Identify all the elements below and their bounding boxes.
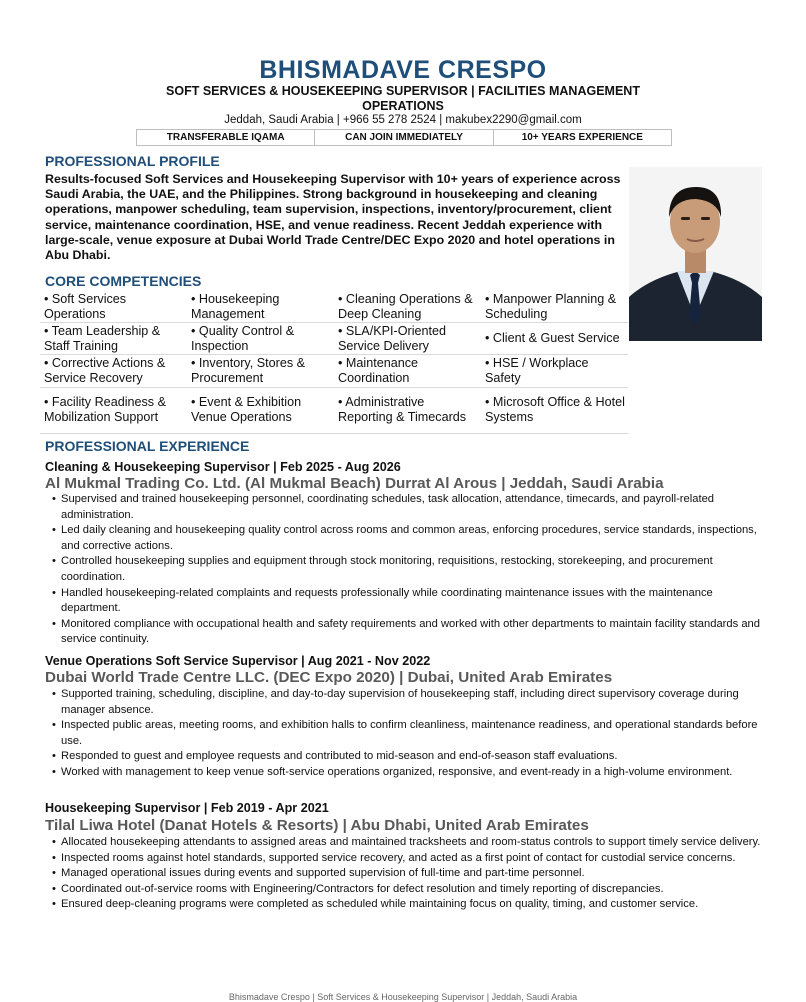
job-bullet: • Inspected rooms against hotel standards, supported service recovery, and acted as a first point of contact for custodial service concerns. — [49, 851, 769, 867]
competency-item: • Event & Exhibition Venue Operations — [187, 387, 334, 433]
job-title: SOFT SERVICES & HOUSEKEEPING SUPERVISOR | FACILITIES MANAGEMENT OPERATIONS — [166, 84, 640, 113]
job-bullet: • Monitored compliance with occupational health and safety requirements and worked with other departments to maintain facility standards and service continuity. — [49, 617, 769, 648]
job-bullet: • Handled housekeeping-related complaints and requests professionally while coordinating maintenance issues with the maintenance department. — [49, 586, 769, 617]
job-bullet: • Managed operational issues during events and supported supervision of full-time and part-time personnel. — [49, 866, 769, 882]
competency-row — [40, 355, 628, 387]
job-bullet: • Worked with management to keep venue soft-service operations organized, responsive, and event-ready in a high-volume environment. — [49, 765, 769, 781]
competencies-heading: CORE COMPETENCIES — [45, 273, 202, 289]
competency-item: • Administrative Reporting & Timecards — [334, 387, 481, 433]
competency-item: • Inventory, Stores & Procurement — [187, 355, 334, 387]
job-role: Venue Operations Soft Service Supervisor | Aug 2021 - Nov 2022 — [45, 654, 431, 668]
competency-item: • Client & Guest Service — [481, 323, 628, 355]
job-company: Al Mukmal Trading Co. Ltd. (Al Mukmal Beach) Durrat Al Arous | Jeddah, Saudi Arabia — [45, 475, 664, 492]
profile-photo — [629, 167, 762, 341]
job-bullet: • Controlled housekeeping supplies and equipment through stock monitoring, requisitions, restocking, storekeeping, and procurement coordination. — [49, 554, 769, 585]
competency-item: • Team Leadership & Staff Training — [40, 323, 187, 355]
job-company: Dubai World Trade Centre LLC. (DEC Expo 2020) | Dubai, United Arab Emirates — [45, 669, 613, 686]
competency-item: • Maintenance Coordination — [334, 355, 481, 387]
competency-item: • Facility Readiness & Mobilization Support — [40, 387, 187, 433]
competency-item: • Manpower Planning & Scheduling — [481, 291, 628, 323]
job-bullet: • Supported training, scheduling, discipline, and day-to-day supervision of housekeeping staff, including direct supervisory coverage during manager absence. — [49, 687, 769, 718]
job-bullets — [49, 492, 769, 648]
job-role: Cleaning & Housekeeping Supervisor | Feb 2025 - Aug 2026 — [45, 460, 401, 474]
highlight-availability: CAN JOIN IMMEDIATELY — [314, 130, 492, 145]
job-bullets — [49, 835, 769, 913]
competency-item: • Corrective Actions & Service Recovery — [40, 355, 187, 387]
profile-summary: Results-focused Soft Services and Housekeeping Supervisor with 10+ years of experience across Saudi Arabia, the UAE, and the Philippines. Strong background in housekeeping and cleaning operations, manpower scheduling, team supervision, inspections, inventory/procurement, client service, maintenance coordination, HSE, and venue readiness. Recent Jeddah experience with large-scale, venue exposure at Dubai World Trade Centre/DEC Expo 2020 and hotel operations in Abu Dhabi. — [45, 172, 621, 263]
job-role: Housekeeping Supervisor | Feb 2019 - Apr 2021 — [45, 801, 329, 815]
job-bullet: • Inspected public areas, meeting rooms, and exhibition halls to confirm cleanliness, maintenance readiness, and operational standards before use. — [49, 718, 769, 749]
highlight-iqama: TRANSFERABLE IQAMA — [166, 132, 285, 143]
competency-row — [40, 291, 628, 323]
profile-heading: PROFESSIONAL PROFILE — [45, 153, 220, 169]
candidate-name: BHISMADAVE CRESPO — [259, 56, 547, 84]
job-bullets — [49, 687, 769, 781]
competency-item: • Soft Services Operations — [40, 291, 187, 323]
highlight-experience: 10+ YEARS EXPERIENCE — [493, 130, 671, 145]
job-company: Tilal Liwa Hotel (Danat Hotels & Resorts) | Abu Dhabi, United Arab Emirates — [45, 817, 589, 834]
competency-row — [40, 323, 628, 355]
competency-item: • HSE / Workplace Safety — [481, 355, 628, 387]
job-bullet: • Responded to guest and employee requests and contributed to mid-season and end-of-season staff evaluations. — [49, 749, 769, 765]
competency-item: • Microsoft Office & Hotel Systems — [481, 387, 628, 433]
job-bullet: • Led daily cleaning and housekeeping quality control across rooms and common areas, enforcing procedures, service standards, inspections, and corrective actions. — [49, 523, 769, 554]
page-footer: Bhismadave Crespo | Soft Services & Housekeeping Supervisor | Jeddah, Saudi Arabia — [228, 992, 578, 1002]
competencies-table — [40, 291, 628, 434]
competency-item: • Quality Control & Inspection — [187, 323, 334, 355]
contact-info: Jeddah, Saudi Arabia | +966 55 278 2524 | makubex2290@gmail.com — [224, 114, 582, 126]
competency-row — [40, 387, 628, 433]
competency-item: • Cleaning Operations & Deep Cleaning — [334, 291, 481, 323]
job-bullet: • Coordinated out-of-service rooms with Engineering/Contractors for defect resolution and timely reporting of discrepancies. — [49, 882, 769, 898]
highlights-bar — [136, 129, 672, 146]
competency-item: • SLA/KPI-Oriented Service Delivery — [334, 323, 481, 355]
job-bullet: • Ensured deep-cleaning programs were completed as scheduled while maintaining focus on quality, timing, and customer service. — [49, 897, 769, 913]
competency-item: • Housekeeping Management — [187, 291, 334, 323]
job-bullet: • Supervised and trained housekeeping personnel, coordinating schedules, task allocation, attendance, timecards, and payroll-related administration. — [49, 492, 769, 523]
job-bullet: • Allocated housekeeping attendants to assigned areas and maintained tracksheets and room-status controls to support timely service delivery. — [49, 835, 769, 851]
experience-heading: PROFESSIONAL EXPERIENCE — [45, 438, 250, 454]
